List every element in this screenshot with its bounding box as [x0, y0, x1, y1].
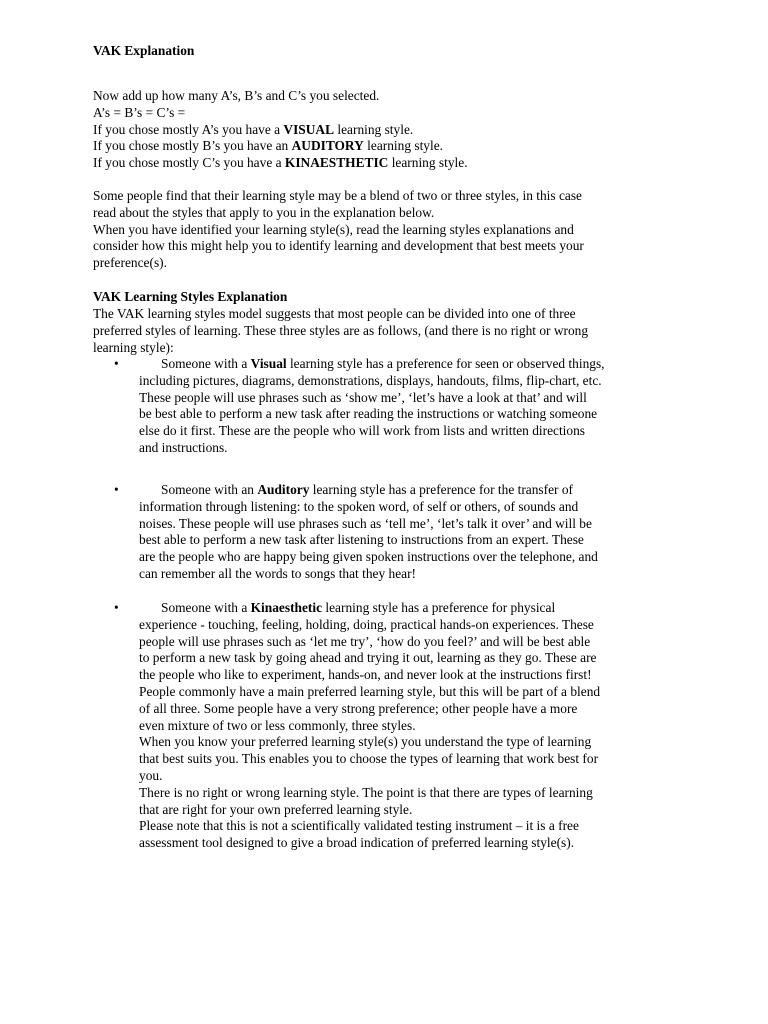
auditory-description: Someone with an Auditory learning style has a preference for the transfer of information through listening: to the spoken word, of self or others, of sounds and noises. These people will use phrases such as ‘tell me’, ‘let’s talk it over’ and will be best able to perform a new task after listening to instructions from an expert. These are the people who are happy being given spoken instructions over the telephone, and can remember all the words to songs that they hear! — [139, 482, 598, 581]
bullet-icon: • — [114, 356, 119, 371]
auditory-keyword: AUDITORY — [291, 138, 364, 154]
disclaimer-line: Please note that this is not a scientifically validated testing instrument – it is a free — [139, 818, 579, 834]
blend-paragraph: Some people find that their learning style may be a blend of two or three styles, in this case read about the styles that apply to you in the explanation below. When you have identified your learning style(s), read the learning styles explanations and consider how this might help you to identify learning and development that best meets your preference(s). — [93, 188, 584, 271]
closing-paragraph: People commonly have a main preferred learning style, but this will be part of a blend — [139, 683, 601, 699]
section-title: VAK Learning Styles Explanation — [93, 289, 288, 304]
document-title: VAK Explanation — [93, 43, 195, 58]
tally-counts: A’s = B’s = C’s = — [93, 104, 186, 120]
bullet-icon: • — [114, 600, 119, 615]
tally-visual-line: If you chose mostly A’s you have a VISUAL learning style. — [93, 121, 414, 137]
tally-intro: Now add up how many A’s, B’s and C’s you selected. — [93, 88, 380, 103]
tally-kinaesthetic-line: If you chose mostly C’s you have a KINAESTHETIC learning style. — [93, 155, 468, 171]
kinaesthetic-description: Someone with a Kinaesthetic learning style has a preference for physical experience - touching, feeling, holding, doing, practical hands-on experiences. These people will use phrases such as ‘let me try’, ‘how do you feel?’ and will be best able to perform a new task by going ahead and trying it out, learning as they go. These are the people who like to experiment, hands-on, and never look at the instructions first! People commonly have a main preferred learning style, but this will be part of a blend of all three. Some people have a very strong preference; other people have a more even mixture of two or less commonly, three styles. When you know your preferred learning style(s) you understand the type of learning that best suits you. This enables you to choose the types of learning that work best for you. There is no right or wrong learning style. The point is that there are types of learning that are right for your own preferred learning style. Please note that this is not a scientifically validated testing instrument – it is a free assessment tool designed to give a broad indication of preferred learning style(s). — [139, 600, 679, 852]
kinaesthetic-style-name: Kinaesthetic — [250, 600, 323, 615]
bullet-icon: • — [114, 482, 119, 497]
kinaesthetic-keyword: KINAESTHETIC — [284, 155, 389, 171]
auditory-style-name: Auditory — [257, 482, 310, 497]
tally-instructions — [93, 88, 663, 172]
model-paragraph: The VAK learning styles model suggests that most people can be divided into one of three preferred styles of learning. These three styles are as follows, (and there is no right or wrong learning style): — [93, 306, 589, 355]
visual-keyword: VISUAL — [283, 121, 335, 137]
visual-description: Someone with a Visual learning style has a preference for seen or observed things, including pictures, diagrams, demonstrations, displays, handouts, films, flip-chart, etc. These people will use phrases such as ‘show me’, ‘let’s have a look at that’ and will be best able to perform a new task after reading the instructions or watching someone else do it first. These are the people who will work from lists and written directions and instructions. — [139, 356, 605, 455]
tally-auditory-line: If you chose mostly B’s you have an AUDITORY learning style. — [93, 138, 444, 154]
visual-style-name: Visual — [250, 356, 287, 371]
